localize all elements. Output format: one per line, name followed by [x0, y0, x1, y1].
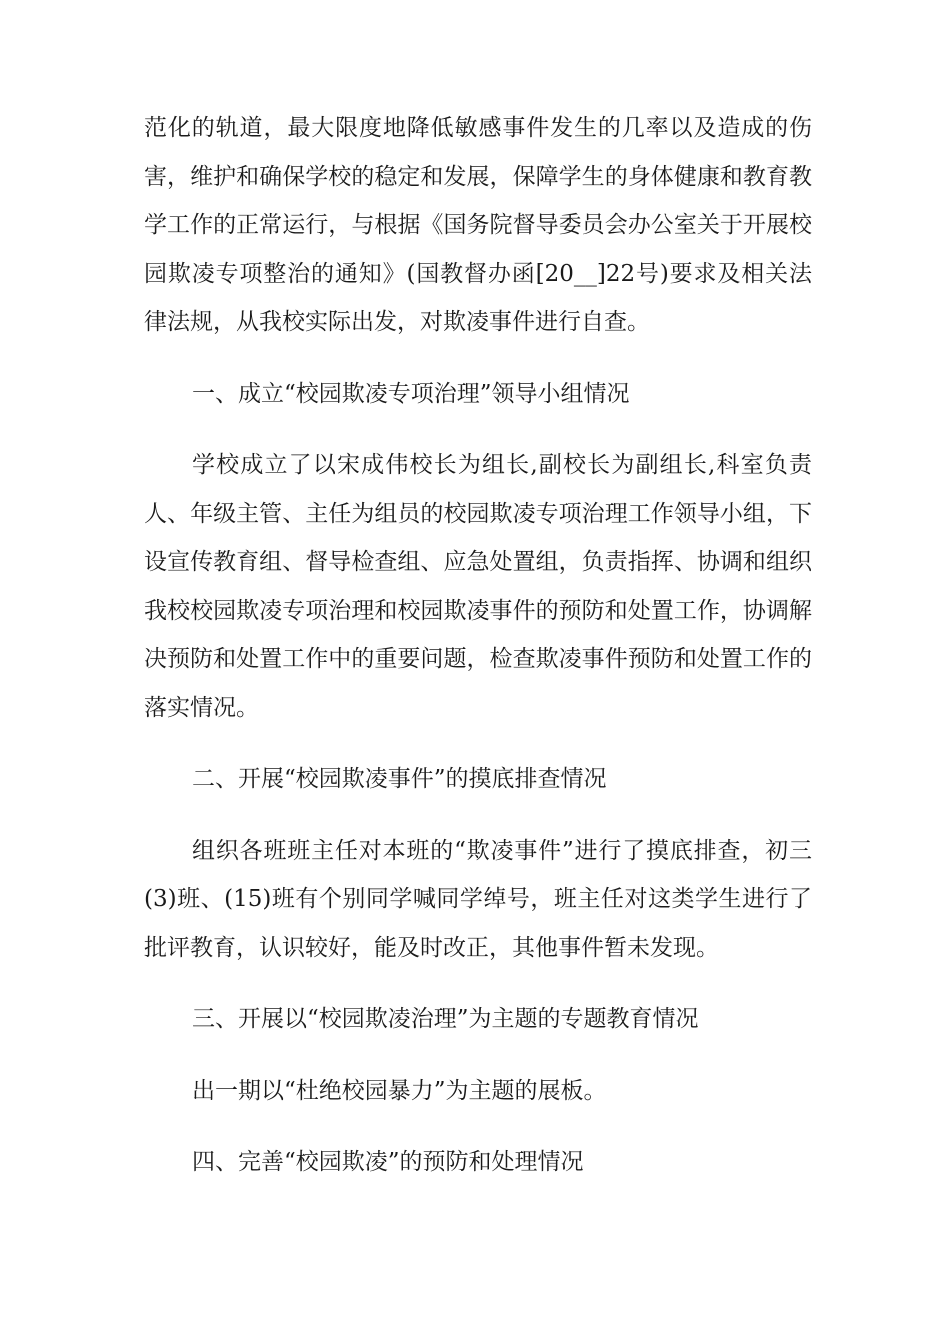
- paragraph-leadership-group: 学校成立了以宋成伟校长为组长,副校长为副组长,科室负责人、年级主管、主任为组员的校园欺凌专项治理工作领导小组，下设宣传教育组、督导检查组、应急处置组，负责指挥、协调和组织我校校园欺凌专项治理和校园欺凌事件的预防和处置工作，协调解决预防和处置工作中的重要问题，检查欺凌事件预防和处置工作的落实情况。: [144, 452, 812, 721]
- section-heading-2: 二、开展“校园欺凌事件”的摸底排查情况: [192, 766, 607, 792]
- paragraph-continuation: 范化的轨道，最大限度地降低敏感事件发生的几率以及造成的伤害，维护和确保学校的稳定和发展，保障学生的身体健康和教育教学工作的正常运行，与根据《国务院督导委员会办公室关于开展校园欺凌专项整治的通知》(国教督办函[20__]22号)要求及相关法律法规，从我校实际出发，对欺凌事件进行自查。: [144, 115, 812, 335]
- paragraph-exhibition-board: 出一期以“杜绝校园暴力”为主题的展板。: [192, 1077, 607, 1104]
- section-heading-1: 一、成立“校园欺凌专项治理”领导小组情况: [192, 380, 630, 407]
- paragraph-investigation: 组织各班班主任对本班的“欺凌事件”进行了摸底排查，初三(3)班、(15)班有个别同学喊同学绰号，班主任对这类学生进行了批评教育，认识较好，能及时改正，其他事件暂未发现。: [144, 837, 812, 961]
- document-page: [144, 104, 812, 1187]
- section-heading-3: 三、开展以“校园欺凌治理”为主题的专题教育情况: [192, 1006, 699, 1032]
- section-heading-4: 四、完善“校园欺凌”的预防和处理情况: [192, 1149, 584, 1175]
